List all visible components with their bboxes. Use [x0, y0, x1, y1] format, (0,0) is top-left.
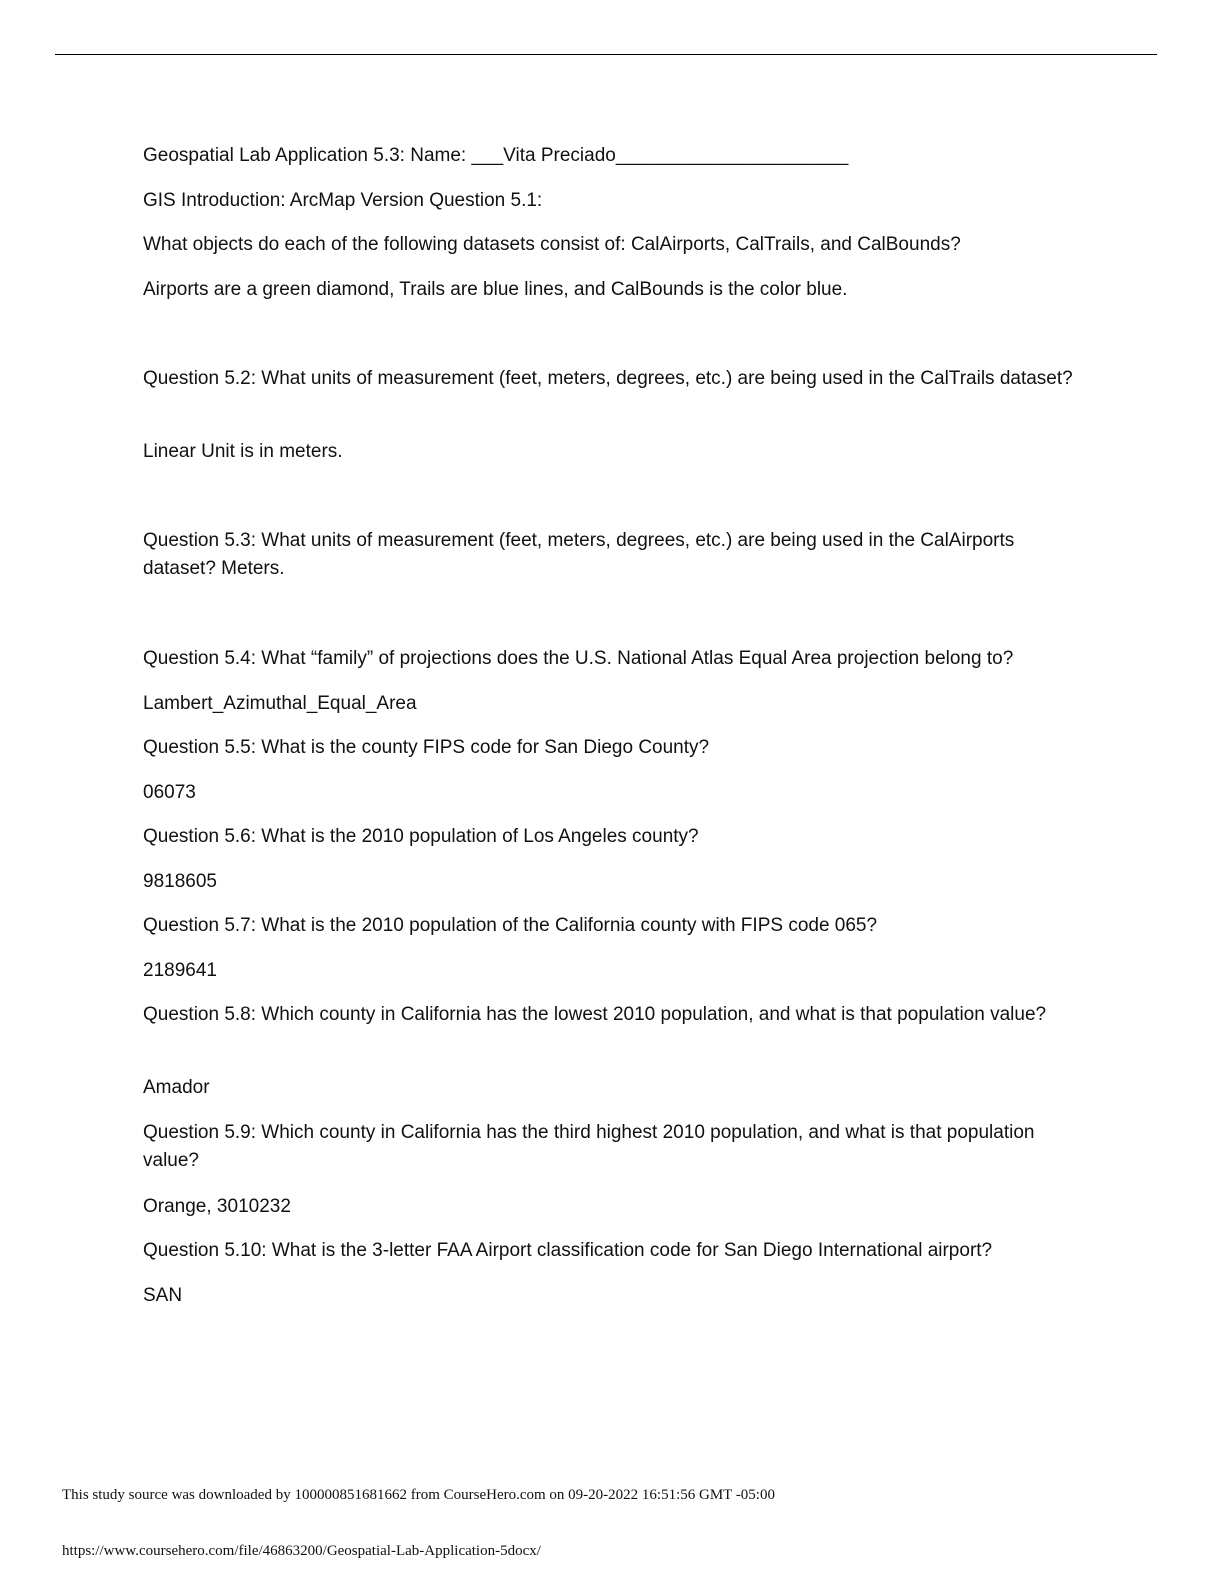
answer-5-6: 9818605: [143, 871, 217, 892]
question-5-9: Question 5.9: Which county in California has the third highest 2010 population, and what is that population value?: [143, 1122, 1035, 1171]
question-5-7: Question 5.7: What is the 2010 population of the California county with FIPS code 065?: [143, 915, 878, 936]
answer-5-1: Airports are a green diamond, Trails are blue lines, and CalBounds is the color blue.: [143, 279, 848, 300]
question-5-6: Question 5.6: What is the 2010 population of Los Angeles county?: [143, 826, 699, 847]
download-notice: This study source was downloaded by 100000851681662 from CourseHero.com on 09-20-2022 16:51:56 GMT -05:00: [62, 1487, 775, 1503]
answer-5-8: Amador: [143, 1077, 210, 1098]
answer-5-10: SAN: [143, 1285, 183, 1306]
answer-5-9: Orange, 3010232: [143, 1196, 291, 1217]
answer-5-2: Linear Unit is in meters.: [143, 441, 343, 462]
question-5-5: Question 5.5: What is the county FIPS code for San Diego County?: [143, 737, 710, 758]
header-line: Geospatial Lab Application 5.3: Name: ___Vita Preciado______________________: [143, 145, 849, 166]
header-rule: [55, 54, 1157, 55]
answer-5-5: 06073: [143, 782, 196, 803]
question-5-10: Question 5.10: What is the 3-letter FAA Airport classification code for San Diego International airport?: [143, 1240, 993, 1261]
question-5-1: What objects do each of the following datasets consist of: CalAirports, CalTrails, and CalBounds?: [143, 234, 961, 255]
answer-5-4: Lambert_Azimuthal_Equal_Area: [143, 693, 417, 714]
source-url[interactable]: https://www.coursehero.com/file/46863200/Geospatial-Lab-Application-5docx/: [62, 1543, 541, 1559]
subtitle: GIS Introduction: ArcMap Version Question 5.1:: [143, 190, 543, 211]
question-5-3: Question 5.3: What units of measurement (feet, meters, degrees, etc.) are being used in the CalAirports dataset? Meters.: [143, 530, 1015, 579]
question-5-2: Question 5.2: What units of measurement (feet, meters, degrees, etc.) are being used in the CalTrails dataset?: [143, 368, 1073, 389]
question-5-8: Question 5.8: Which county in California has the lowest 2010 population, and what is that population value?: [143, 1004, 1047, 1025]
answer-5-7: 2189641: [143, 960, 217, 981]
question-5-4: Question 5.4: What “family” of projections does the U.S. National Atlas Equal Area projection belong to?: [143, 648, 1014, 669]
